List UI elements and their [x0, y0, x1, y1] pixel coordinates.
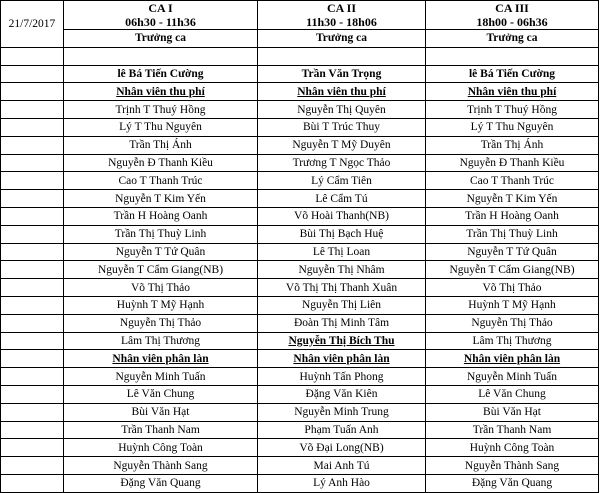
row-label-cell [1, 385, 64, 403]
shift-1-staff-name: Huỳnh T Mỹ Hạnh [64, 296, 258, 314]
row-label-cell [1, 65, 64, 83]
shift-2-staff-name: Võ Hoài Thanh(NB) [258, 207, 426, 225]
shift-2-staff-name: Bùi T Trúc Thuy [258, 118, 426, 136]
row-label-cell [1, 350, 64, 368]
lane-staff-row [1, 421, 599, 439]
shift-2-time: 11h30 - 18h06 [306, 15, 377, 29]
shift-1-staff-name: Trần Thị Ánh [64, 136, 258, 154]
shift-1-staff-name: Lý T Thu Nguyên [64, 118, 258, 136]
toll-staff-row [1, 225, 599, 243]
toll-staff-row [1, 243, 599, 261]
spacer-cell [1, 47, 64, 65]
shift-3-staff-name: Đặng Văn Quang [426, 474, 599, 492]
shift-3-staff-name: Lâm Thị Thương [426, 332, 599, 350]
spacer-row [1, 47, 599, 65]
shift-2-staff-name: Nguyễn T Mỹ Duyên [258, 136, 426, 154]
shift-2-staff-name: Nguyễn Thị Liên [258, 296, 426, 314]
shift-2-staff-name: Lý Anh Hào [258, 474, 426, 492]
row-label-cell [1, 368, 64, 386]
shift-2-staff-name: Nguyễn Thị Nhâm [258, 261, 426, 279]
shift-1-staff-name: Trần H Hoàng Oanh [64, 207, 258, 225]
toll-staff-row [1, 332, 599, 350]
row-label-cell [1, 314, 64, 332]
spacer-cell [64, 47, 258, 65]
shift-2-staff-name: Nguyễn Thị Bích Thu [258, 332, 426, 350]
row-label-cell [1, 225, 64, 243]
shift-2-staff-name: Võ Thị Thị Thanh Xuân [258, 279, 426, 297]
toll-staff-row [1, 190, 599, 208]
row-label-cell [1, 83, 64, 101]
toll-staff-row [1, 314, 599, 332]
shift-2-staff-name: Bùi Thị Bạch Huệ [258, 225, 426, 243]
schedule-body [1, 1, 599, 493]
shift-3-name: CA III [495, 1, 529, 15]
shift-1-staff-name: Nguyễn T Tứ Quân [64, 243, 258, 261]
shift-1-staff-name: Nguyễn Minh Tuấn [64, 368, 258, 386]
shift-2-leader: Trần Văn Trọng [258, 65, 426, 83]
shift-3-staff-name: Trịnh T Thuý Hồng [426, 101, 599, 119]
row-label-cell [1, 136, 64, 154]
shift-1-staff-name: Nguyễn T Cẩm Giang(NB) [64, 261, 258, 279]
shift-3-staff-name: Nguyễn Minh Tuấn [426, 368, 599, 386]
row-label-cell [1, 403, 64, 421]
shift-2-name: CA II [326, 1, 356, 15]
shift-2-staff-name: Trương T Ngọc Thảo [258, 154, 426, 172]
shift-3-leader: lê Bá Tiến Cường [426, 65, 599, 83]
shift-1-staff-name: Lê Văn Chung [64, 385, 258, 403]
toll-staff-row [1, 154, 599, 172]
shift-1-staff-name: Nguyễn Đ Thanh Kiều [64, 154, 258, 172]
toll-staff-row [1, 118, 599, 136]
shift-1-staff-name: Trịnh T Thuý Hồng [64, 101, 258, 119]
shift-1-staff-name: Cao T Thanh Trúc [64, 172, 258, 190]
shift-1-leader-label: Trưởng ca [64, 30, 258, 48]
shift-2-staff-name: Lý Cẩm Tiên [258, 172, 426, 190]
row-label-cell [1, 261, 64, 279]
row-label-cell [1, 296, 64, 314]
shift-2-staff-name: Đặng Văn Kiên [258, 385, 426, 403]
shift-2-lane-staff-heading: Nhân viên phân làn [258, 350, 426, 368]
shift-1-time: 06h30 - 11h36 [125, 15, 196, 29]
lane-staff-row [1, 368, 599, 386]
toll-staff-row [1, 207, 599, 225]
lane-staff-row [1, 439, 599, 457]
row-label-cell [1, 243, 64, 261]
row-label-cell [1, 421, 64, 439]
lane-staff-row [1, 403, 599, 421]
lane-staff-row [1, 474, 599, 492]
shift-1-leader: lê Bá Tiến Cường [64, 65, 258, 83]
shift-2-toll-staff-heading: Nhân viên thu phí [258, 83, 426, 101]
row-label-cell [1, 101, 64, 119]
shift-3-staff-name: Trần H Hoàng Oanh [426, 207, 599, 225]
row-label-cell [1, 190, 64, 208]
shift-3-staff-name: Nguyễn Thành Sang [426, 457, 599, 475]
row-label-cell [1, 474, 64, 492]
toll-staff-row [1, 296, 599, 314]
row-label-cell [1, 154, 64, 172]
toll-staff-row [1, 261, 599, 279]
lane-staff-heading-row [1, 350, 599, 368]
row-label-cell [1, 439, 64, 457]
row-label-cell [1, 279, 64, 297]
spacer-cell [426, 47, 599, 65]
shift-3-leader-label: Trưởng ca [426, 30, 599, 48]
row-label-cell [1, 457, 64, 475]
shift-3-staff-name: Lý T Thu Nguyên [426, 118, 599, 136]
shift-3-time: 18h00 - 06h36 [476, 15, 548, 29]
shift-1-staff-name: Võ Thị Thảo [64, 279, 258, 297]
shift-3-staff-name: Nguyễn T Kim Yến [426, 190, 599, 208]
shift-leader-label-row [1, 30, 599, 48]
row-label-cell [1, 118, 64, 136]
shift-1-staff-name: Bùi Văn Hạt [64, 403, 258, 421]
shift-3-staff-name: Nguyễn T Tứ Quân [426, 243, 599, 261]
shift-1-staff-name: Lâm Thị Thương [64, 332, 258, 350]
shift-3-staff-name: Trần Thanh Nam [426, 421, 599, 439]
shift-1-header [64, 1, 258, 30]
shift-1-staff-name: Nguyễn Thành Sang [64, 457, 258, 475]
shift-2-staff-name: Phạm Tuấn Anh [258, 421, 426, 439]
shift-3-staff-name: Trần Thị Ánh [426, 136, 599, 154]
shift-3-toll-staff-heading: Nhân viên thu phí [426, 83, 599, 101]
shift-2-leader-label: Trưởng ca [258, 30, 426, 48]
shift-3-staff-name: Huỳnh Công Toàn [426, 439, 599, 457]
shift-1-staff-name: Nguyễn Thị Thảo [64, 314, 258, 332]
spacer-cell [258, 47, 426, 65]
shift-1-staff-name: Huỳnh Công Toàn [64, 439, 258, 457]
toll-staff-row [1, 101, 599, 119]
shift-2-header [258, 1, 426, 30]
shift-3-staff-name: Nguyễn Thị Thảo [426, 314, 599, 332]
lane-staff-row [1, 457, 599, 475]
row-label-cell [1, 207, 64, 225]
shift-3-staff-name: Nguyễn Đ Thanh Kiều [426, 154, 599, 172]
leader-row [1, 65, 599, 83]
shift-1-toll-staff-heading: Nhân viên thu phí [64, 83, 258, 101]
shift-1-staff-name: Trần Thanh Nam [64, 421, 258, 439]
shift-3-staff-name: Nguyễn T Cẩm Giang(NB) [426, 261, 599, 279]
shift-1-name: CA I [148, 1, 173, 15]
shift-2-staff-name: Lê Cẩm Tú [258, 190, 426, 208]
shift-3-staff-name: Cao T Thanh Trúc [426, 172, 599, 190]
header-row [1, 1, 599, 30]
shift-3-staff-name: Võ Thị Thảo [426, 279, 599, 297]
toll-staff-row [1, 279, 599, 297]
shift-2-staff-name: Mai Anh Tú [258, 457, 426, 475]
toll-staff-row [1, 172, 599, 190]
shift-3-staff-name: Trần Thị Thuỳ Linh [426, 225, 599, 243]
shift-2-staff-name: Lê Thị Loan [258, 243, 426, 261]
shift-3-lane-staff-heading: Nhân viên phân làn [426, 350, 599, 368]
toll-staff-heading-row [1, 83, 599, 101]
shift-1-staff-name: Trần Thị Thuỳ Linh [64, 225, 258, 243]
date-cell: 21/7/2017 [1, 1, 64, 48]
shift-1-staff-name: Nguyễn T Kim Yến [64, 190, 258, 208]
shift-3-staff-name: Lê Văn Chung [426, 385, 599, 403]
shift-1-staff-name: Đặng Văn Quang [64, 474, 258, 492]
shift-2-staff-name: Nguyễn Thị Quyên [258, 101, 426, 119]
shift-3-staff-name: Bùi Văn Hạt [426, 403, 599, 421]
row-label-cell [1, 172, 64, 190]
shift-3-staff-name: Huỳnh T Mỹ Hạnh [426, 296, 599, 314]
shift-2-staff-name: Nguyễn Minh Trung [258, 403, 426, 421]
shift-1-lane-staff-heading: Nhân viên phân làn [64, 350, 258, 368]
shift-2-staff-name: Đoàn Thị Minh Tâm [258, 314, 426, 332]
shift-3-header [426, 1, 599, 30]
toll-staff-row [1, 136, 599, 154]
lane-staff-row [1, 385, 599, 403]
shift-2-staff-name: Huỳnh Tấn Phong [258, 368, 426, 386]
row-label-cell [1, 332, 64, 350]
shift-2-staff-name: Võ Đại Long(NB) [258, 439, 426, 457]
